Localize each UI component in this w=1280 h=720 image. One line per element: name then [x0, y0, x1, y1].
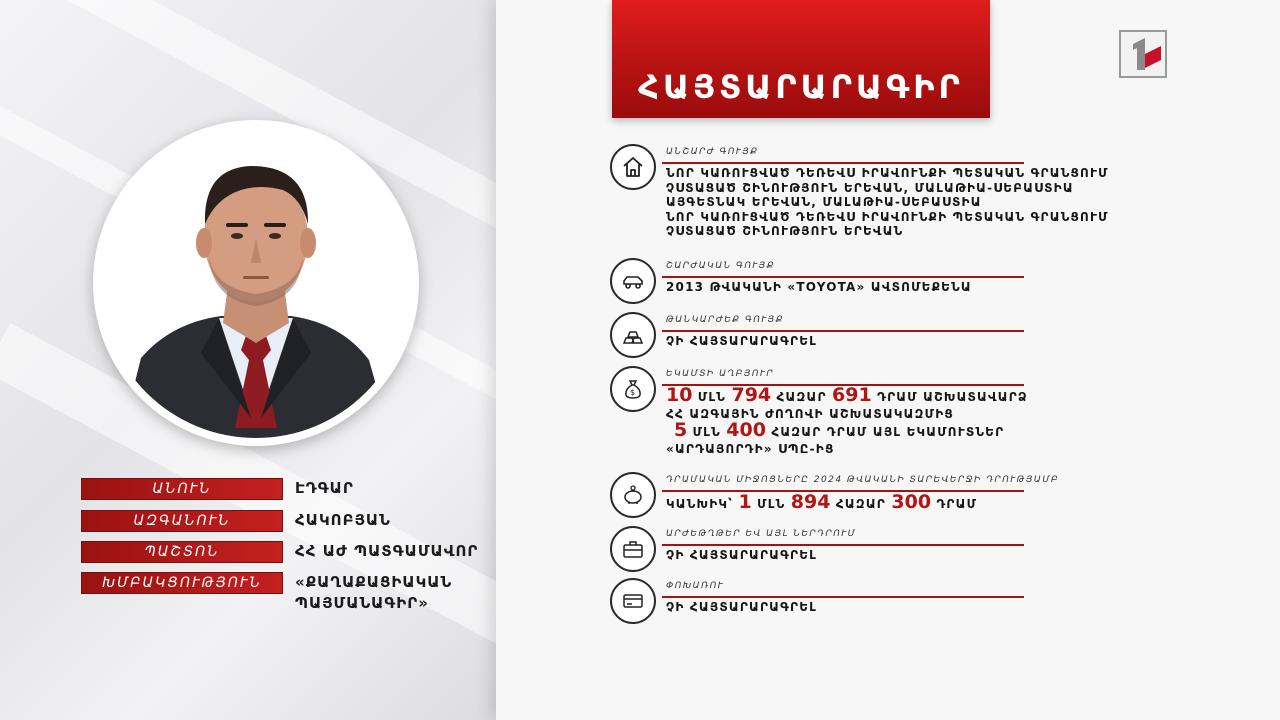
car-icon — [610, 258, 656, 304]
info-label: ԱՆՈՒՆ — [81, 478, 283, 500]
amount: 5 — [674, 419, 688, 441]
unit: ԴՐԱՄ — [936, 497, 978, 511]
info-label: ԱԶԳԱՆՈՒՆ — [81, 510, 283, 532]
gold-bars-icon — [610, 312, 656, 358]
income-line-2: ՀՀ ԱԶԳԱՅԻՆ ԺՈՂՈՎԻ ԱՇԽԱՏԱԿԱԶՄԻՑ — [666, 407, 954, 421]
unit: ՄԼՆ — [692, 425, 721, 439]
amount: 300 — [891, 491, 932, 513]
amount: 691 — [832, 384, 872, 406]
unit: ԴՐԱՄ ԱՇԽԱՏԱՎԱՐՁ — [877, 390, 1028, 404]
amount: 400 — [726, 419, 766, 441]
cash-prefix: ԿԱՆԽԻԿ՝ — [666, 497, 734, 511]
info-row-position — [81, 541, 501, 563]
info-value: ԷԴԳԱՐ — [295, 479, 354, 497]
income-line-3 — [666, 421, 1166, 442]
unit: ՄԼՆ — [757, 497, 786, 511]
header-banner — [612, 0, 990, 118]
amount: 794 — [731, 384, 772, 406]
info-row-name — [81, 478, 501, 500]
section-text — [666, 386, 1166, 456]
section-label: ՓՈԽԱՌՈՒ — [666, 581, 725, 591]
section-text: 2013 ԹՎԱԿԱՆԻ «TOYOTA» ԱՎՏՈՄԵՔԵՆԱ — [666, 280, 972, 294]
unit: ՄԼՆ — [697, 390, 727, 404]
unit: ՀԱԶԱՐ ԴՐԱՄ ԱՅԼ ԵԿԱՄՈՒՏՆԵՐ — [771, 425, 1005, 439]
section-income — [610, 366, 1170, 466]
info-row-surname — [81, 510, 501, 532]
amount: 894 — [790, 491, 831, 513]
unit: ՀԱԶԱՐ — [776, 390, 827, 404]
unit: ՀԱԶԱՐ — [835, 497, 886, 511]
section-divider — [662, 330, 1024, 332]
info-label: ԽՄԲԱԿՑՈՒԹՅՈՒՆ — [81, 572, 283, 594]
svg-text:$: $ — [630, 388, 636, 397]
briefcase-icon — [610, 526, 656, 572]
info-row-faction — [81, 572, 501, 616]
section-text: ՉԻ ՀԱՅՏԱՐԱՐԱԳՐԵԼ — [666, 334, 818, 348]
channel-one-logo-icon — [1119, 30, 1167, 78]
income-line-1 — [666, 386, 1166, 407]
section-valuables — [610, 312, 1170, 360]
section-text: ՉԻ ՀԱՅՏԱՐԱՐԱԳՐԵԼ — [666, 600, 818, 614]
money-bag-icon — [610, 366, 656, 412]
income-line-4: «ԱՐԴԱՅՈՐԴԻ» ՍՊԸ-ԻՑ — [666, 442, 835, 456]
amount: 1 — [738, 491, 752, 513]
section-text: ՉԻ ՀԱՅՏԱՐԱՐԱԳՐԵԼ — [666, 548, 818, 562]
section-label: ՇԱՐԺԱԿԱՆ ԳՈՒՅՔ — [666, 261, 776, 271]
section-movable-property — [610, 258, 1170, 306]
amount: 10 — [666, 384, 693, 406]
portrait-photo — [93, 120, 419, 446]
section-divider — [662, 162, 1024, 164]
text-line: ԱՅԳԵՏՆԱԿ ԵՐԵՎԱՆ, ՄԱԼԱԹԻԱ-ՍԵԲԱՍՏԻԱ — [666, 195, 982, 209]
section-divider — [662, 276, 1024, 278]
info-value-line: ՊԱՅՄԱՆԱԳԻՐ» — [295, 594, 429, 612]
text-line: ՉՍՏԱՑԱԾ ՇԻՆՈՒԹՅՈՒՆ ԵՐԵՎԱՆ — [666, 224, 904, 238]
section-cash — [610, 472, 1170, 520]
section-label: ԱՆՇԱՐԺ ԳՈՒՅՔ — [666, 147, 759, 157]
info-value: ՀԱԿՈԲՅԱՆ — [295, 511, 391, 529]
page-title: ՀԱՅՏԱՐԱՐԱԳԻՐ — [638, 68, 964, 106]
info-value-line: «ՔԱՂԱՔԱՑԻԱԿԱՆ — [295, 573, 453, 591]
text-line: ՆՈՐ ԿԱՌՈՒՑՎԱԾ ԴԵՌԵՎՍ ԻՐԱՎՈՒՆՔԻ ՊԵՏԱԿԱՆ ԳՐԱՆՑՈՒՄ — [666, 166, 1109, 180]
info-value: ՀՀ ԱԺ ՊԱՏԳԱՄԱՎՈՐ — [295, 542, 479, 560]
info-label: ՊԱՇՏՈՆ — [81, 541, 283, 563]
section-text — [666, 492, 1166, 514]
person-illustration — [101, 128, 411, 438]
section-loans — [610, 578, 1170, 626]
section-real-estate — [610, 144, 1170, 244]
section-divider — [662, 544, 1024, 546]
house-icon — [610, 144, 656, 190]
credit-card-icon — [610, 578, 656, 624]
text-line: ՆՈՐ ԿԱՌՈՒՑՎԱԾ ԴԵՌԵՎՍ ԻՐԱՎՈՒՆՔԻ ՊԵՏԱԿԱՆ ԳՐԱՆՑՈՒՄ — [666, 209, 1109, 224]
section-securities — [610, 526, 1170, 574]
section-label: ԵԿԱՄՏԻ ԱՂԲՅՈՒՐ — [666, 369, 775, 379]
section-text — [666, 166, 1166, 239]
text-line: ՉՍՏԱՑԱԾ ՇԻՆՈՒԹՅՈՒՆ ԵՐԵՎԱՆ, ՄԱԼԱԹԻԱ-ՍԵԲԱՍՏԻԱ — [666, 180, 1074, 195]
section-label: ԱՐԺԵԹՂԹԵՐ ԵՎ ԱՅԼ ՆԵՐԴՐՈՒՄ — [666, 529, 857, 539]
info-value — [295, 572, 452, 614]
section-divider — [662, 596, 1024, 598]
piggy-bank-icon — [610, 472, 656, 518]
section-label: ԴՐԱՄԱԿԱՆ ՄԻՋՈՑՆԵՐԸ 2024 ԹՎԱԿԱՆԻ ՏԱՐԵՎԵՐՋԻ ԴՐՈՒԹՅԱՄԲ — [666, 475, 1060, 485]
section-label: ԹԱՆԿԱՐԺԵՔ ԳՈՒՅՔ — [666, 315, 785, 325]
